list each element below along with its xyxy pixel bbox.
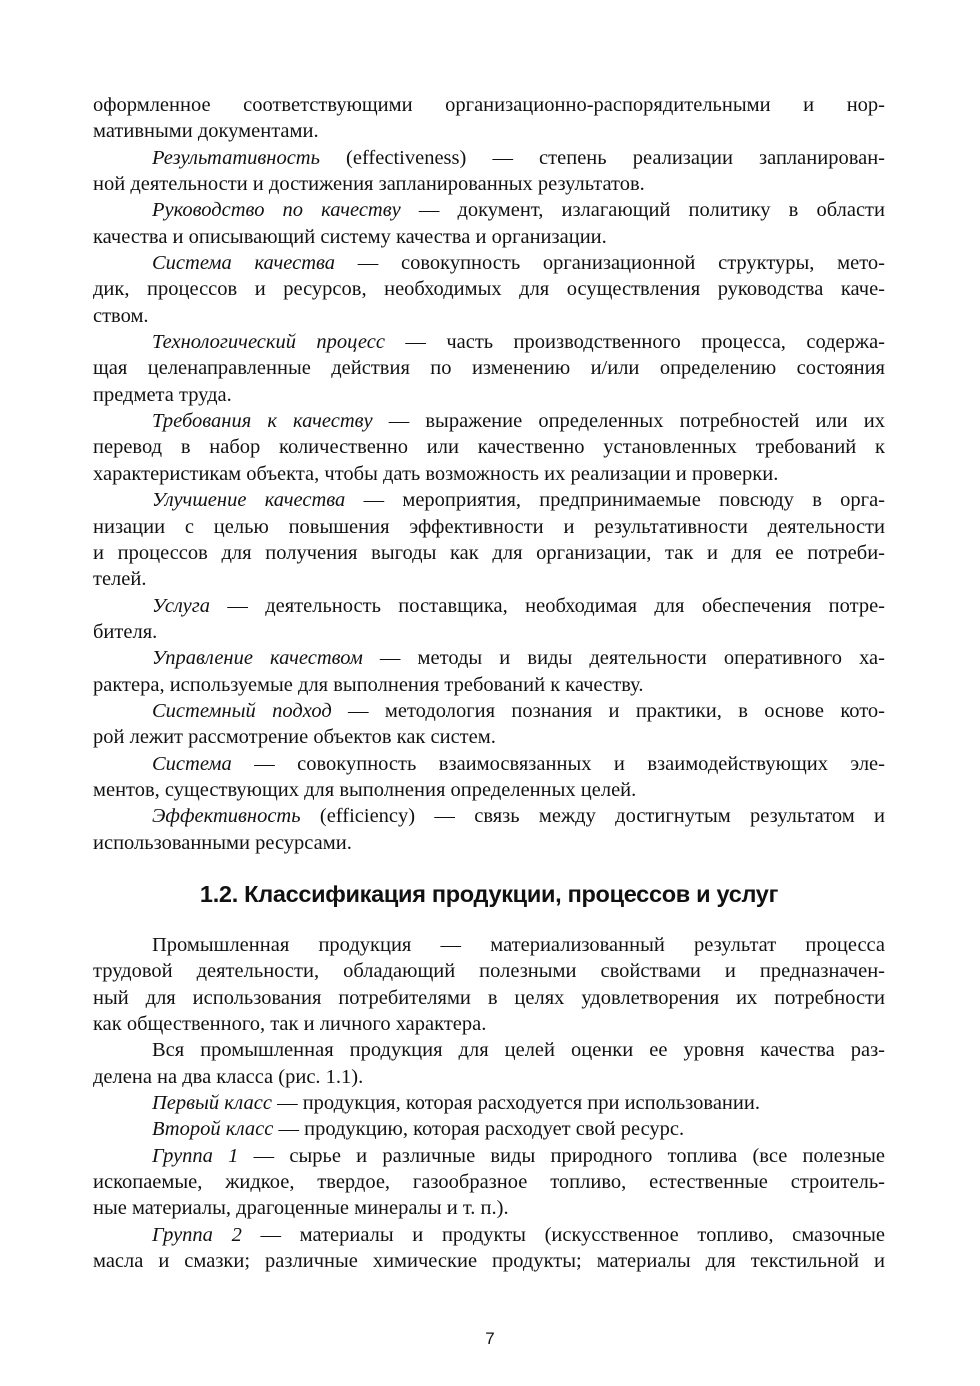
- line-text: трудовой деятельности, обладающий полезными свойствами и предназначен-: [93, 960, 885, 983]
- text-line: [93, 382, 885, 408]
- paragraph: [93, 1222, 885, 1275]
- paragraph: [93, 92, 885, 145]
- defined-term: Услуга: [152, 594, 210, 617]
- defined-term: Группа 1: [152, 1144, 239, 1167]
- line-text: характеристикам объекта, чтобы дать возможность их реализации и проверки.: [93, 462, 779, 485]
- text-line: [93, 250, 885, 276]
- text-line: [93, 1116, 885, 1142]
- line-text: (effectiveness) — степень реализации запланирован-: [319, 146, 885, 169]
- paragraph: [93, 408, 885, 487]
- text-line: [93, 224, 885, 250]
- text-line: [93, 514, 885, 540]
- text-line: [93, 1064, 885, 1090]
- line-text: мативными документами.: [93, 120, 319, 143]
- text-line: [93, 197, 885, 223]
- line-text: рактера, используемые для выполнения требований к качеству.: [93, 673, 644, 696]
- line-text: ной деятельности и достижения запланированных результатов.: [93, 173, 645, 196]
- text-line: [93, 355, 885, 381]
- document-page: [93, 92, 885, 1274]
- line-text: — совокупность взаимосвязанных и взаимодействующих эле-: [231, 752, 885, 775]
- line-text: — деятельность поставщика, необходимая для обеспечения потре-: [209, 594, 885, 617]
- text-line: [93, 1090, 885, 1116]
- paragraph: [93, 1037, 885, 1090]
- line-text: — продукция, которая расходуется при использовании.: [271, 1092, 760, 1115]
- text-line: [93, 724, 885, 750]
- text-line: [93, 329, 885, 355]
- defined-term: Система качества: [152, 252, 336, 275]
- text-line: [93, 276, 885, 302]
- defined-term: Система: [152, 752, 232, 775]
- paragraph: [93, 751, 885, 804]
- line-text: низации с целью повышения эффективности и результативности деятельности: [93, 515, 885, 538]
- paragraph: [93, 1143, 885, 1222]
- text-line: [93, 619, 885, 645]
- section-heading: 1.2. Классификация продукции, процессов и услуг: [199, 880, 779, 907]
- text-line: [93, 1037, 885, 1063]
- line-text: и процессов для получения выгоды как для организации, так и для ее потреби-: [93, 541, 885, 564]
- text-line: [93, 645, 885, 671]
- text-line: [93, 803, 885, 829]
- line-text: использованными ресурсами.: [93, 831, 352, 854]
- text-line: [93, 672, 885, 698]
- text-line: [93, 118, 885, 144]
- text-line: [93, 1222, 885, 1248]
- defined-term: Требования к качеству: [152, 410, 373, 433]
- classification-section: [93, 932, 885, 1274]
- line-text: Промышленная продукция — материализованный результат процесса: [152, 933, 885, 956]
- line-text: рой лежит рассмотрение объектов как систем.: [93, 726, 496, 749]
- text-line: [93, 303, 885, 329]
- line-text: качества и описывающий систему качества и организации.: [93, 225, 607, 248]
- line-text: — методы и виды деятельности оперативного ха-: [362, 647, 885, 670]
- line-text: ископаемые, жидкое, твердое, газообразное топливо, естественные строитель-: [93, 1171, 885, 1194]
- line-text: перевод в набор количественно или качественно установленных требований к: [93, 436, 885, 459]
- text-line: [93, 145, 885, 171]
- page-number: 7: [485, 1329, 495, 1348]
- line-text: ный для использования потребителями в целях удовлетворения их потребности: [93, 986, 885, 1009]
- line-text: щая целенаправленные действия по изменению и/или определению состояния: [93, 357, 885, 380]
- line-text: — сырье и различные виды природного топлива (все полезные: [238, 1144, 885, 1167]
- text-line: [93, 1143, 885, 1169]
- defined-term: Группа 2: [152, 1223, 242, 1246]
- text-line: [93, 932, 885, 958]
- defined-term: Эффективность: [152, 805, 301, 828]
- line-text: — совокупность организационной структуры, мето-: [335, 252, 885, 275]
- line-text: — методология познания и практики, в основе кото-: [331, 699, 885, 722]
- paragraph: [93, 803, 885, 856]
- defined-term: Управление качеством: [152, 647, 363, 670]
- line-text: оформленное соответствующими организационно-распорядительными и нор-: [93, 94, 885, 116]
- text-line: [93, 434, 885, 460]
- line-text: предмета труда.: [93, 383, 232, 406]
- text-line: [93, 171, 885, 197]
- defined-term: Результативность: [152, 146, 320, 169]
- paragraph: [93, 593, 885, 646]
- text-line: [93, 92, 885, 118]
- text-line: [93, 698, 885, 724]
- text-line: [93, 830, 885, 856]
- text-line: [93, 566, 885, 592]
- paragraph: [93, 250, 885, 329]
- line-text: (efficiency) — связь между достигнутым результатом и: [300, 805, 885, 828]
- line-text: дик, процессов и ресурсов, необходимых для осуществления руководства каче-: [93, 278, 885, 301]
- line-text: — мероприятия, предпринимаемые повсюду в орга-: [345, 489, 885, 512]
- paragraph: [93, 145, 885, 198]
- paragraph: [93, 1116, 885, 1142]
- text-line: [93, 1011, 885, 1037]
- line-text: масла и смазки; различные химические продукты; материалы для текстильной и: [93, 1250, 885, 1273]
- line-text: ные материалы, драгоценные минералы и т. п.).: [93, 1197, 509, 1220]
- line-text: телей.: [93, 568, 147, 591]
- text-line: [93, 487, 885, 513]
- line-text: — документ, излагающий политику в области: [400, 199, 885, 222]
- line-text: как общественного, так и личного характера.: [93, 1013, 487, 1035]
- paragraph: [93, 698, 885, 751]
- text-line: [93, 461, 885, 487]
- text-line: [93, 985, 885, 1011]
- line-text: — часть производственного процесса, содержа-: [384, 331, 885, 354]
- text-line: [93, 408, 885, 434]
- line-text: бителя.: [93, 620, 158, 643]
- line-text: Вся промышленная продукция для целей оценки ее уровня качества раз-: [152, 1039, 885, 1062]
- text-line: [93, 1248, 885, 1274]
- paragraph: [93, 1090, 885, 1116]
- text-line: [93, 958, 885, 984]
- text-line: [93, 1195, 885, 1221]
- defined-term: Руководство по качеству: [152, 199, 401, 222]
- line-text: — продукцию, которая расходует свой ресурс.: [273, 1118, 685, 1141]
- defined-term: Улучшение качества: [152, 489, 346, 512]
- definitions-section: [93, 92, 885, 856]
- text-line: [93, 540, 885, 566]
- paragraph: [93, 645, 885, 698]
- text-line: [93, 777, 885, 803]
- paragraph: [93, 329, 885, 408]
- text-line: [93, 1169, 885, 1195]
- line-text: ментов, существующих для выполнения определенных целей.: [93, 778, 637, 801]
- line-text: делена на два класса (рис. 1.1).: [93, 1065, 364, 1088]
- paragraph: [93, 932, 885, 1037]
- line-text: — материалы и продукты (искусственное топливо, смазочные: [241, 1223, 885, 1246]
- defined-term: Первый класс: [152, 1092, 272, 1115]
- defined-term: Технологический процесс: [152, 331, 385, 354]
- line-text: ством.: [93, 304, 149, 327]
- text-line: [93, 751, 885, 777]
- text-line: [93, 593, 885, 619]
- defined-term: Системный подход: [152, 699, 332, 722]
- defined-term: Второй класс: [152, 1118, 274, 1141]
- paragraph: [93, 487, 885, 592]
- line-text: — выражение определенных потребностей или их: [372, 410, 885, 433]
- paragraph: [93, 197, 885, 250]
